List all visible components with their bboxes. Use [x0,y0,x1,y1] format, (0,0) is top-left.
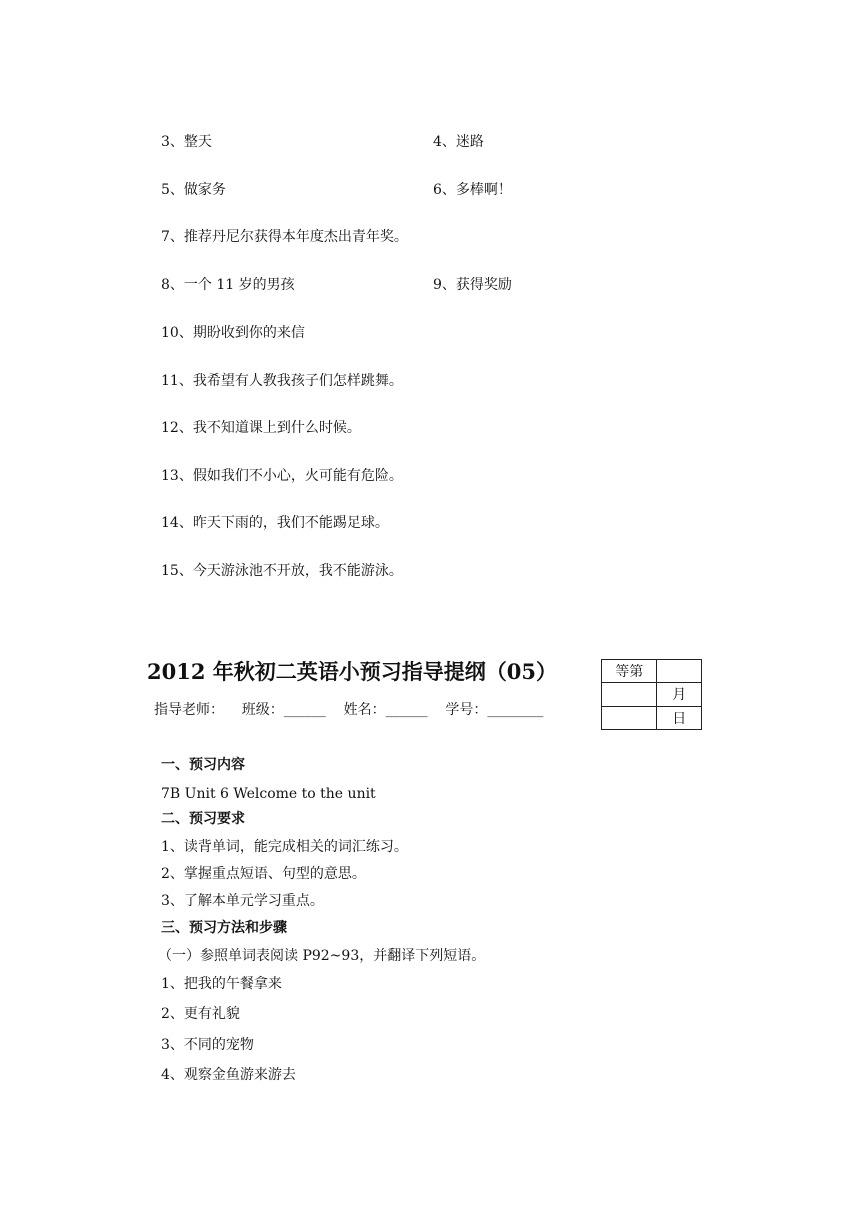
exercise-item: 13、假如我们不小心，火可能有危险。 [161,468,403,484]
day-label: 日 [657,706,702,729]
exercise-item: 6、多棒啊！ [433,182,512,198]
exercise-item: 7、推荐丹尼尔获得本年度杰出青年奖。 [161,229,408,245]
exercise-item: 4、迷路 [433,134,484,150]
section-content: 7B Unit 6 Welcome to the unit [161,786,376,802]
section-heading: 一、预习内容 [161,757,245,773]
exercise-item: 14、昨天下雨的，我们不能踢足球。 [161,515,389,531]
grade-box [601,659,702,730]
month-label: 月 [657,683,702,706]
section-heading: 二、预习要求 [161,811,245,827]
exercise-item: 3、整天 [161,134,212,150]
exercise-item: 12、我不知道课上到什么时候。 [161,420,361,436]
grade-value-cell [657,660,702,683]
exercise-item: 10、期盼收到你的来信 [161,325,305,341]
section-subheading: （一）参照单词表阅读 P92~93，并翻译下列短语。 [158,948,486,964]
exercise-item: 9、获得奖励 [433,277,512,293]
page-title: 2012 年秋初二英语小预习指导提纲（05） [147,659,557,684]
exercise-item: 5、做家务 [161,182,226,198]
phrase-item: 1、把我的午餐拿来 [161,976,282,992]
exercise-item: 8、一个 11 岁的男孩 [161,277,295,293]
day-value-cell [602,706,657,729]
requirement-item: 2、掌握重点短语、句型的意思。 [161,866,366,882]
phrase-item: 3、不同的宠物 [161,1037,254,1053]
grade-label: 等第 [602,660,657,683]
phrase-item: 2、更有礼貌 [161,1006,240,1022]
exercise-item: 11、我希望有人教我孩子们怎样跳舞。 [161,373,403,389]
phrase-item: 4、观察金鱼游来游去 [161,1067,296,1083]
month-value-cell [602,683,657,706]
student-info-line: 指导老师： 班级：______ 姓名：______ 学号：________ [154,702,544,718]
section-heading: 三、预习方法和步骤 [161,920,287,936]
requirement-item: 3、了解本单元学习重点。 [161,893,324,909]
exercise-item: 15、今天游泳池不开放，我不能游泳。 [161,563,403,579]
requirement-item: 1、读背单词，能完成相关的词汇练习。 [161,839,408,855]
